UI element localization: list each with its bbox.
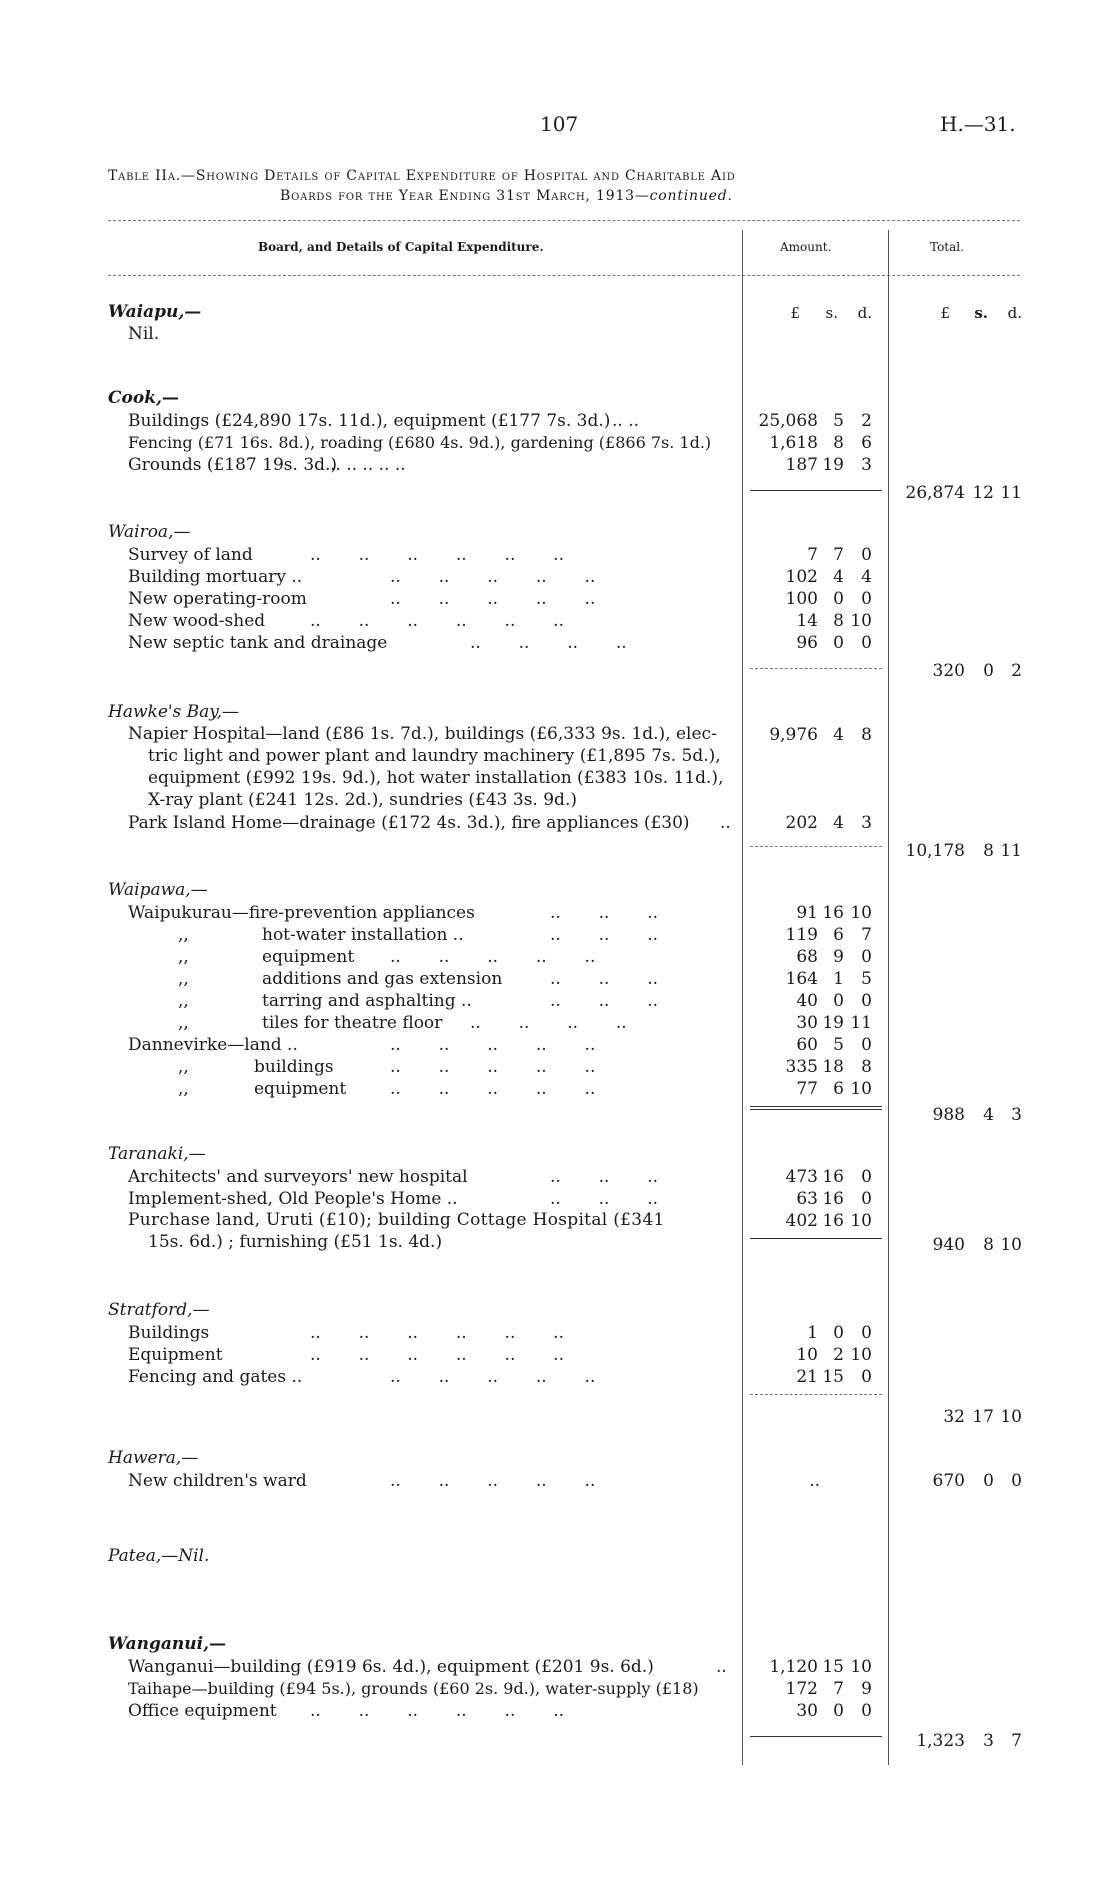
wairoa-item-4-pence: 10: [850, 611, 872, 631]
board-name-taranaki: Taranaki,—: [108, 1144, 206, 1164]
taranaki-purchase-line2: 15s. 6d.) ; furnishing (£51 1s. 4d.): [148, 1232, 443, 1252]
table-row: [0, 432, 1114, 454]
wanganui-item-2-label: Taihape—building (£94 5s.), grounds (£60 2s. 9d.), water-supply (£18): [128, 1679, 699, 1698]
dot-leader: .. .. .. .. ..: [390, 1035, 596, 1055]
wanganui-item-3-pence: 0: [861, 1701, 872, 1721]
table-row: [0, 1056, 1114, 1078]
cook-item-2-pounds: 1,618: [769, 433, 818, 453]
wanganui-item-1-label: Wanganui—building (£919 6s. 4d.), equipment (£201 9s. 6d.): [128, 1657, 654, 1677]
taranaki-purchase-pounds: 402: [785, 1211, 818, 1231]
table-row: [0, 990, 1114, 1012]
wairoa-item-5-label: New septic tank and drainage: [128, 633, 388, 653]
dot-leader: .. .. .. .. .. ..: [310, 545, 564, 565]
hawkes-bay-napier-line2: tric light and power plant and laundry machinery (£1,895 7s. 5d.),: [148, 746, 721, 766]
wairoa-total-pence: 2: [1011, 661, 1022, 681]
board-name-wanganui: Wanganui,—: [108, 1634, 226, 1654]
board-name-waiapu: Waiapu,—: [108, 302, 202, 322]
column-heading-amount: Amount.: [780, 240, 832, 254]
table-row: [0, 1470, 1114, 1492]
table-row: [0, 1078, 1114, 1100]
hawkes-bay-napier-line1: Napier Hospital—land (£86 1s. 7d.), buildings (£6,333 9s. 1d.), elec-: [128, 724, 717, 744]
dot-leader: .. .. .. ..: [470, 633, 627, 653]
wanganui-item-3-pounds: 30: [796, 1701, 818, 1721]
dot-leader: .. .. .. .. ..: [390, 1057, 596, 1077]
waipawa-item-7-pounds: 60: [796, 1035, 818, 1055]
waipawa-item-2-label: hot-water installation ..: [262, 925, 464, 945]
taranaki-item-1-pence: 0: [861, 1167, 872, 1187]
cook-item-1-pounds: 25,068: [758, 411, 818, 431]
cook-item-1-shillings: 5: [833, 411, 844, 431]
waipawa-item-8-pounds: 335: [785, 1057, 818, 1077]
taranaki-item-1-shillings: 16: [822, 1167, 844, 1187]
wanganui-item-1-pence: 10: [850, 1657, 872, 1677]
table-row: [0, 1366, 1114, 1388]
waipawa-item-8-pence: 8: [861, 1057, 872, 1077]
dot-leader: .. .. ..: [550, 991, 659, 1011]
stratford-total-pence: 10: [1000, 1407, 1022, 1427]
hawera-total-shillings: 0: [983, 1471, 994, 1491]
dot-leader: .. .. .. .. ..: [390, 1471, 596, 1491]
wanganui-item-2-pence: 9: [861, 1679, 872, 1699]
table-row: [0, 812, 1114, 834]
wairoa-item-3-pounds: 100: [785, 589, 818, 609]
dot-leader: .. .. ..: [550, 925, 659, 945]
waipawa-item-3-shillings: 9: [833, 947, 844, 967]
dot-leader: .. .. .. .. ..: [390, 1079, 596, 1099]
table-row: [0, 968, 1114, 990]
table-row: [0, 1678, 1114, 1700]
hawkes-bay-napier-line3: equipment (£992 19s. 9d.), hot water installation (£383 10s. 11d.),: [148, 768, 724, 788]
cook-total-pounds: 26,874: [905, 483, 965, 503]
waipawa-ditto: ,,: [178, 1079, 189, 1099]
table-title-line2-prefix: Boards for the Year Ending 31st March, 1913—: [280, 188, 650, 204]
hawkes-bay-napier-pounds: 9,976: [769, 725, 818, 745]
table-row: [0, 924, 1114, 946]
taranaki-total-pence: 10: [1000, 1235, 1022, 1255]
waipawa-item-3-pence: 0: [861, 947, 872, 967]
cook-item-3-shillings: 19: [822, 455, 844, 475]
wanganui-total-pence: 7: [1011, 1731, 1022, 1751]
taranaki-item-1-label: Architects' and surveyors' new hospital: [128, 1167, 468, 1187]
cook-total-pence: 11: [1000, 483, 1022, 503]
cook-item-1-pence: 2: [861, 411, 872, 431]
table-row: [0, 840, 1114, 862]
table-row: [0, 544, 1114, 566]
wairoa-item-2-label: Building mortuary ..: [128, 567, 303, 587]
stratford-item-1-pounds: 1: [807, 1323, 818, 1343]
stratford-item-1-shillings: 0: [833, 1323, 844, 1343]
dot-leader: .. .. .. .. ..: [390, 1367, 596, 1387]
stratford-item-2-label: Equipment: [128, 1345, 223, 1365]
hawera-total-pounds: 670: [932, 1471, 965, 1491]
document-reference: H.—31.: [940, 112, 1016, 136]
waipawa-ditto: ,,: [178, 1013, 189, 1033]
stratford-item-2-pence: 10: [850, 1345, 872, 1365]
waipawa-ditto: ,,: [178, 925, 189, 945]
waipawa-item-8-label: buildings: [254, 1057, 334, 1077]
hawkes-bay-park-label: Park Island Home—drainage (£172 4s. 3d.), fire appliances (£30): [128, 813, 690, 833]
stratford-item-3-shillings: 15: [822, 1367, 844, 1387]
hawkes-bay-napier-shillings: 4: [833, 725, 844, 745]
dot-leader: .. .. ..: [550, 903, 659, 923]
wairoa-item-2-pounds: 102: [785, 567, 818, 587]
total-pound-heading: £: [940, 304, 950, 322]
table-row: [0, 1188, 1114, 1210]
table-row: [0, 1234, 1114, 1256]
dot-leader: .. .. .. .. .. ..: [310, 611, 564, 631]
hawkes-bay-total-pounds: 10,178: [905, 841, 965, 861]
dot-leader: .. .. .. .. ..: [390, 947, 596, 967]
cook-item-3-pence: 3: [861, 455, 872, 475]
dot-leader: .. .. .. .. ..: [390, 567, 596, 587]
hawkes-bay-napier-line4: X-ray plant (£241 12s. 2d.), sundries (£43 3s. 9d.): [148, 790, 577, 810]
waipawa-item-4-shillings: 1: [833, 969, 844, 989]
wanganui-item-3-shillings: 0: [833, 1701, 844, 1721]
wairoa-item-2-shillings: 4: [833, 567, 844, 587]
hawera-total-pence: 0: [1011, 1471, 1022, 1491]
waipawa-item-6-pence: 11: [850, 1013, 872, 1033]
wairoa-item-3-label: New operating-room: [128, 589, 307, 609]
board-name-stratford: Stratford,—: [108, 1300, 210, 1320]
waipawa-total-shillings: 4: [983, 1105, 994, 1125]
table-row: [0, 946, 1114, 968]
cook-total-shillings: 12: [972, 483, 994, 503]
waipawa-item-6-pounds: 30: [796, 1013, 818, 1033]
waipawa-item-3-pounds: 68: [796, 947, 818, 967]
wairoa-item-4-shillings: 8: [833, 611, 844, 631]
hawera-item-label: New children's ward: [128, 1471, 307, 1491]
table-row: [0, 588, 1114, 610]
table-row: [0, 610, 1114, 632]
table-row: [0, 1730, 1114, 1752]
table-row: [0, 1700, 1114, 1722]
taranaki-item-2-pounds: 63: [796, 1189, 818, 1209]
taranaki-purchase-shillings: 16: [822, 1211, 844, 1231]
table-row: [0, 1104, 1114, 1126]
waipawa-item-4-label: additions and gas extension: [262, 969, 503, 989]
wanganui-item-1-pounds: 1,120: [769, 1657, 818, 1677]
wanganui-item-3-label: Office equipment: [128, 1701, 277, 1721]
wairoa-total-pounds: 320: [932, 661, 965, 681]
table-row: [0, 482, 1114, 504]
board-name-patea: Patea,—Nil.: [108, 1546, 210, 1566]
page-number: 107: [540, 112, 579, 136]
wanganui-total-pounds: 1,323: [916, 1731, 965, 1751]
taranaki-total-pounds: 940: [932, 1235, 965, 1255]
rule-under-heading: [108, 275, 1020, 276]
table-row: [0, 660, 1114, 682]
rule-top: [108, 220, 1020, 221]
hawkes-bay-park-pence: 3: [861, 813, 872, 833]
cook-item-3-pounds: 187: [785, 455, 818, 475]
table-row: [0, 1406, 1114, 1428]
taranaki-item-2-label: Implement-shed, Old People's Home ..: [128, 1189, 458, 1209]
total-shilling-heading: s.: [974, 304, 988, 322]
board-name-waipawa: Waipawa,—: [108, 880, 208, 900]
wairoa-item-4-label: New wood-shed: [128, 611, 266, 631]
wairoa-item-1-shillings: 7: [833, 545, 844, 565]
hawkes-bay-total-pence: 11: [1000, 841, 1022, 861]
waipawa-item-4-pence: 5: [861, 969, 872, 989]
amount-pence-heading: d.: [857, 304, 872, 322]
stratford-item-2-shillings: 2: [833, 1345, 844, 1365]
wairoa-item-1-pounds: 7: [807, 545, 818, 565]
waipawa-item-2-pence: 7: [861, 925, 872, 945]
waipawa-total-pounds: 988: [932, 1105, 965, 1125]
table-row: [0, 1210, 1114, 1232]
dot-leader: .. .. .. .. .. ..: [310, 1701, 564, 1721]
table-row: [0, 1012, 1114, 1034]
waipawa-item-8-shillings: 18: [822, 1057, 844, 1077]
wairoa-item-5-pounds: 96: [796, 633, 818, 653]
cook-item-3-label: Grounds (£187 19s. 3d.): [128, 455, 338, 475]
wairoa-item-1-label: Survey of land: [128, 545, 253, 565]
column-heading-total: Total.: [930, 240, 964, 254]
waipawa-item-1-pence: 10: [850, 903, 872, 923]
taranaki-item-2-shillings: 16: [822, 1189, 844, 1209]
stratford-item-3-pence: 0: [861, 1367, 872, 1387]
dot-leader: .. .. ..: [550, 1189, 659, 1209]
hawkes-bay-napier-pence: 8: [861, 725, 872, 745]
table-row: [0, 410, 1114, 432]
waipawa-item-2-shillings: 6: [833, 925, 844, 945]
dot-leader: .. .. .. ..: [470, 1013, 627, 1033]
table-row: [0, 724, 1114, 746]
waipawa-item-9-pounds: 77: [796, 1079, 818, 1099]
waipawa-ditto: ,,: [178, 1057, 189, 1077]
table-title-line2: [280, 188, 733, 204]
waipawa-item-3-label: equipment: [262, 947, 355, 967]
cook-item-2-shillings: 8: [833, 433, 844, 453]
table-row: [0, 1034, 1114, 1056]
waipawa-item-5-shillings: 0: [833, 991, 844, 1011]
taranaki-item-1-pounds: 473: [785, 1167, 818, 1187]
table-title-continued: continued.: [649, 188, 733, 204]
waipawa-item-1-label: Waipukurau—fire-prevention appliances: [128, 903, 475, 923]
hawkes-bay-total-shillings: 8: [983, 841, 994, 861]
waipawa-total-pence: 3: [1011, 1105, 1022, 1125]
waipawa-item-5-pence: 0: [861, 991, 872, 1011]
wanganui-item-2-pounds: 172: [785, 1679, 818, 1699]
total-pence-heading: d.: [1007, 304, 1022, 322]
cook-item-1-leader: .. ..: [612, 411, 640, 431]
board-name-wairoa: Wairoa,—: [108, 522, 191, 542]
taranaki-purchase-line1: Purchase land, Uruti (£10); building Cottage Hospital (£341: [128, 1210, 665, 1230]
waipawa-item-1-shillings: 16: [822, 903, 844, 923]
stratford-item-3-pounds: 21: [796, 1367, 818, 1387]
wanganui-item-1-shillings: 15: [822, 1657, 844, 1677]
table-row: [0, 1322, 1114, 1344]
stratford-total-pounds: 32: [943, 1407, 965, 1427]
waipawa-item-9-shillings: 6: [833, 1079, 844, 1099]
waipawa-item-1-pounds: 91: [796, 903, 818, 923]
stratford-item-1-pence: 0: [861, 1323, 872, 1343]
wairoa-total-shillings: 0: [983, 661, 994, 681]
cook-item-3-leader: .. .. .. .. ..: [330, 455, 406, 475]
wanganui-total-shillings: 3: [983, 1731, 994, 1751]
dot-leader: .. .. ..: [550, 969, 659, 989]
wairoa-item-5-shillings: 0: [833, 633, 844, 653]
waipawa-item-7-shillings: 5: [833, 1035, 844, 1055]
waipawa-item-2-pounds: 119: [785, 925, 818, 945]
cook-item-2-label: Fencing (£71 16s. 8d.), roading (£680 4s. 9d.), gardening (£866 7s. 1d.): [128, 433, 712, 452]
waipawa-item-5-pounds: 40: [796, 991, 818, 1011]
table-row: [0, 902, 1114, 924]
dot-leader: .. .. .. .. .. ..: [310, 1323, 564, 1343]
wairoa-item-5-pence: 0: [861, 633, 872, 653]
board-name-hawkes-bay: Hawke's Bay,—: [108, 702, 240, 722]
wairoa-item-1-pence: 0: [861, 545, 872, 565]
waipawa-item-9-pence: 10: [850, 1079, 872, 1099]
amount-pound-heading: £: [790, 304, 800, 322]
board-name-cook: Cook,—: [108, 388, 179, 408]
table-row: [0, 1344, 1114, 1366]
table-row: [0, 454, 1114, 476]
cook-item-1-label: Buildings (£24,890 17s. 11d.), equipment (£177 7s. 3d.): [128, 411, 611, 431]
wairoa-item-3-shillings: 0: [833, 589, 844, 609]
waipawa-item-7-pence: 0: [861, 1035, 872, 1055]
table-row: [0, 1166, 1114, 1188]
waiapu-nil: Nil.: [128, 324, 160, 344]
waipawa-ditto: ,,: [178, 969, 189, 989]
waipawa-ditto: ,,: [178, 991, 189, 1011]
amount-shilling-heading: s.: [825, 304, 838, 322]
cook-item-2-pence: 6: [861, 433, 872, 453]
waipawa-item-7-label: Dannevirke—land ..: [128, 1035, 298, 1055]
dot-leader: .. .. ..: [550, 1167, 659, 1187]
taranaki-total-shillings: 8: [983, 1235, 994, 1255]
dot-leader: .. .. .. .. .. ..: [310, 1345, 564, 1365]
waipawa-item-5-label: tarring and asphalting ..: [262, 991, 472, 1011]
wairoa-item-4-pounds: 14: [796, 611, 818, 631]
waipawa-item-6-label: tiles for theatre floor: [262, 1013, 443, 1033]
hawera-amount-blank: ..: [809, 1471, 820, 1491]
stratford-item-2-pounds: 10: [796, 1345, 818, 1365]
stratford-subtotal-rule: [750, 1394, 882, 1395]
stratford-item-1-label: Buildings: [128, 1323, 210, 1343]
table-row: [0, 632, 1114, 654]
taranaki-purchase-pence: 10: [850, 1211, 872, 1231]
table-row: [0, 1656, 1114, 1678]
taranaki-item-2-pence: 0: [861, 1189, 872, 1209]
wanganui-item-2-shillings: 7: [833, 1679, 844, 1699]
hawkes-bay-park-pounds: 202: [785, 813, 818, 833]
table-title-line1: Table IIa.—Showing Details of Capital Expenditure of Hospital and Charitable Aid: [108, 168, 736, 184]
waipawa-item-4-pounds: 164: [785, 969, 818, 989]
wairoa-item-3-pence: 0: [861, 589, 872, 609]
dot-leader: .. .. .. .. ..: [390, 589, 596, 609]
dot-leader: ..: [716, 1657, 727, 1677]
waipawa-ditto: ,,: [178, 947, 189, 967]
waipawa-item-9-label: equipment: [254, 1079, 347, 1099]
hawkes-bay-park-shillings: 4: [833, 813, 844, 833]
dot-leader: ..: [720, 813, 731, 833]
table-row: [0, 566, 1114, 588]
wairoa-item-2-pence: 4: [861, 567, 872, 587]
stratford-item-3-label: Fencing and gates ..: [128, 1367, 303, 1387]
stratford-total-shillings: 17: [972, 1407, 994, 1427]
waipawa-item-6-shillings: 19: [822, 1013, 844, 1033]
board-name-hawera: Hawera,—: [108, 1448, 199, 1468]
column-heading-board: Board, and Details of Capital Expenditure.: [258, 240, 544, 254]
